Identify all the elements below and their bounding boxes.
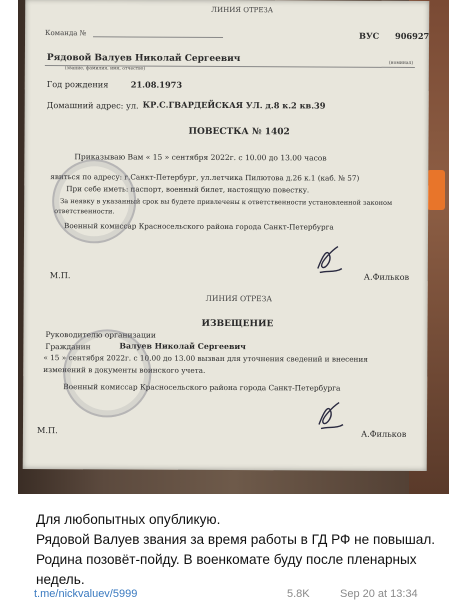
post-link[interactable]: t.me/nickvaluev/5999 <box>34 588 138 600</box>
name-hint: (звание, фамилия, имя, отчество) <box>64 66 146 72</box>
stamp-seal-top <box>52 159 136 243</box>
post-photo[interactable] <box>18 0 449 494</box>
right-hint: (номинал) <box>388 60 414 66</box>
stamp-seal-bottom <box>63 329 151 417</box>
notice-org: Руководителю организации <box>45 330 156 340</box>
summons-title: ПОВЕСТКА № 1402 <box>188 126 290 138</box>
komanda-rule <box>93 36 223 38</box>
orange-object <box>427 170 445 210</box>
cut-line-top: ЛИНИЯ ОТРЕЗА <box>211 5 274 15</box>
signature-top <box>314 242 344 276</box>
post-caption <box>36 510 436 590</box>
caption-line-1: Для любопытных опубликую. <box>36 512 221 527</box>
notice-citizen-value: Валуев Николай Сергеевич <box>119 341 246 352</box>
cut-line-middle: ЛИНИЯ ОТРЕЗА <box>205 293 273 304</box>
views-count: 5.8K <box>287 588 310 600</box>
caption-line-2: Рядовой Валуев звания за время работы в ГД РФ не повышал. Родина позовёт-пойду. В военкомате буду после пленарных недель. <box>36 532 436 587</box>
vus-number: 906927 <box>395 30 430 42</box>
signer-top: А.Фильков <box>363 271 410 282</box>
recipient-name: Рядовой Валуев Николай Сергеевич <box>46 53 241 65</box>
summons-paper <box>23 0 429 471</box>
appear-line: явиться по адресу: г.Санкт-Петербург, ул.летчика Пилютова д.26 к.1 (каб. № 57) <box>50 172 360 183</box>
address-value: КР.С.ГВАРДЕЙСКАЯ УЛ. д.8 к.2 кв.39 <box>142 99 326 111</box>
vus-label: ВУС <box>359 30 380 41</box>
birth-label: Год рождения <box>46 79 109 90</box>
commissar-line: Военный комиссар Красносельского района города Санкт-Петербурга <box>64 221 334 232</box>
bring-line: При себе иметь: паспорт, военный билет, настоящую повестку. <box>66 184 310 195</box>
notice-title: ИЗВЕЩЕНИЕ <box>201 318 274 330</box>
birth-value: 21.08.1973 <box>130 79 183 90</box>
mp-label: М.П. <box>49 270 71 281</box>
signature-bottom <box>315 398 345 432</box>
post-date: Sep 20 at 13:34 <box>340 588 418 600</box>
notice-commissar: Военный комиссар Красносельского района города Санкт-Петербурга <box>63 382 341 393</box>
notice-mp-label: М.П. <box>36 425 58 436</box>
address-label: Домашний адрес: ул. <box>46 100 139 111</box>
order-line: Приказываю Вам « 15 » сентября 2022г. с 10.00 до 13.00 часов <box>74 152 327 163</box>
komanda-label: Команда № <box>45 29 87 38</box>
warning-line-1: За неявку в указанный срок вы будете привлечены к ответственности установленной законом <box>60 197 393 207</box>
notice-changes-line: изменений в документы воинского учета. <box>43 365 206 375</box>
post-footer <box>0 588 451 600</box>
notice-signer: А.Фильков <box>360 428 407 439</box>
notice-date-line: « 15 » сентября 2022г. с 10.00 до 13.00 вызван для уточнения сведений и внесения <box>43 353 368 364</box>
warning-line-2: ответственности. <box>54 207 115 216</box>
notice-citizen-label: Гражданин <box>45 342 91 352</box>
